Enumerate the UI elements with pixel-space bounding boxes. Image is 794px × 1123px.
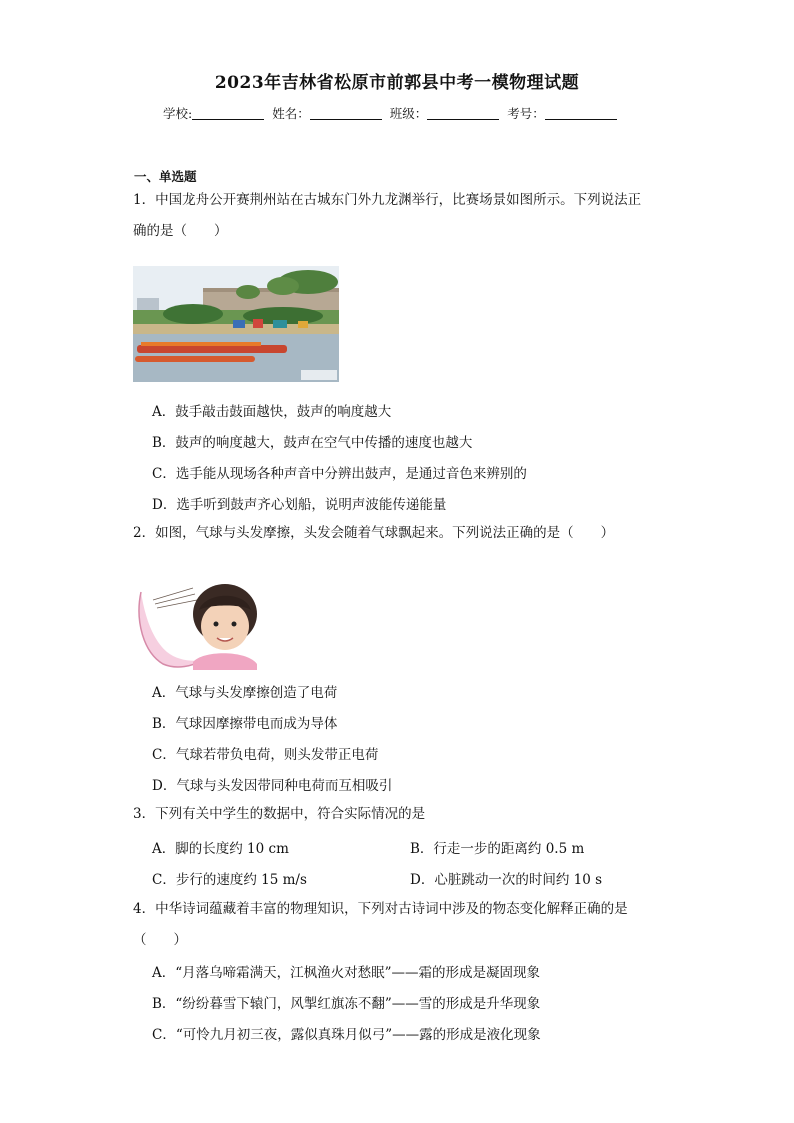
question-2-option-c: C．气球若带负电荷，则头发带正电荷: [152, 747, 379, 763]
question-4-option-a: A．“月落乌啼霜满天，江枫渔火对愁眠”——霜的形成是凝固现象: [152, 965, 541, 981]
student-info-line: [163, 104, 621, 122]
question-1-option-c: C．选手能从现场各种声音中分辨出鼓声，是通过音色来辨别的: [152, 466, 527, 482]
question-2-option-d: D．气球与头发因带同种电荷而互相吸引: [152, 778, 393, 794]
id-label: 考号：: [507, 106, 545, 121]
question-2-option-b: B．气球因摩擦带电而成为导体: [152, 716, 338, 732]
question-4-line1: 4．中华诗词蕴藏着丰富的物理知识，下列对古诗词中涉及的物态变化解释正确的是: [133, 901, 628, 917]
question-3-option-c: C．步行的速度约 15 m/s: [152, 872, 307, 888]
question-3-option-b: B．行走一步的距离约 0.5 m: [410, 841, 585, 857]
question-4-option-c: C．“可怜九月初三夜，露似真珠月似弓”——露的形成是液化现象: [152, 1027, 541, 1043]
dragon-boat-photo: [133, 266, 339, 382]
question-1-line2: 确的是（ ）: [133, 223, 228, 239]
question-1-option-b: B．鼓声的响度越大，鼓声在空气中传播的速度也越大: [152, 435, 473, 451]
question-2-option-a: A．气球与头发摩擦创造了电荷: [152, 685, 338, 701]
question-3-option-d: D．心脏跳动一次的时间约 10 s: [410, 872, 603, 888]
school-label: 学校:: [163, 106, 193, 121]
name-blank: [310, 107, 382, 120]
school-blank: [192, 107, 264, 120]
question-2-line1: 2．如图，气球与头发摩擦，头发会随着气球飘起来。下列说法正确的是（ ）: [133, 525, 615, 541]
exam-title: 2023年吉林省松原市前郭县中考一模物理试题: [214, 73, 580, 93]
section-heading: 一、单选题: [134, 169, 197, 184]
class-blank: [427, 107, 499, 120]
question-1-line1: 1．中国龙舟公开赛荆州站在古城东门外九龙渊举行，比赛场景如图所示。下列说法正: [133, 192, 642, 208]
balloon-hair-girl-image: [133, 580, 263, 670]
name-label: 姓名：: [272, 106, 310, 121]
question-1-option-a: A．鼓手敲击鼓面越快，鼓声的响度越大: [152, 404, 392, 420]
question-4-option-b: B．“纷纷暮雪下辕门，风掣红旗冻不翻”——雪的形成是升华现象: [152, 996, 541, 1012]
question-3-line1: 3．下列有关中学生的数据中，符合实际情况的是: [133, 806, 426, 822]
class-label: 班级：: [389, 106, 428, 121]
question-1-option-d: D．选手听到鼓声齐心划船，说明声波能传递能量: [152, 497, 447, 513]
question-3-option-a: A．脚的长度约 10 cm: [152, 841, 289, 857]
question-4-line2: （ ）: [133, 932, 187, 948]
id-blank: [545, 107, 617, 120]
